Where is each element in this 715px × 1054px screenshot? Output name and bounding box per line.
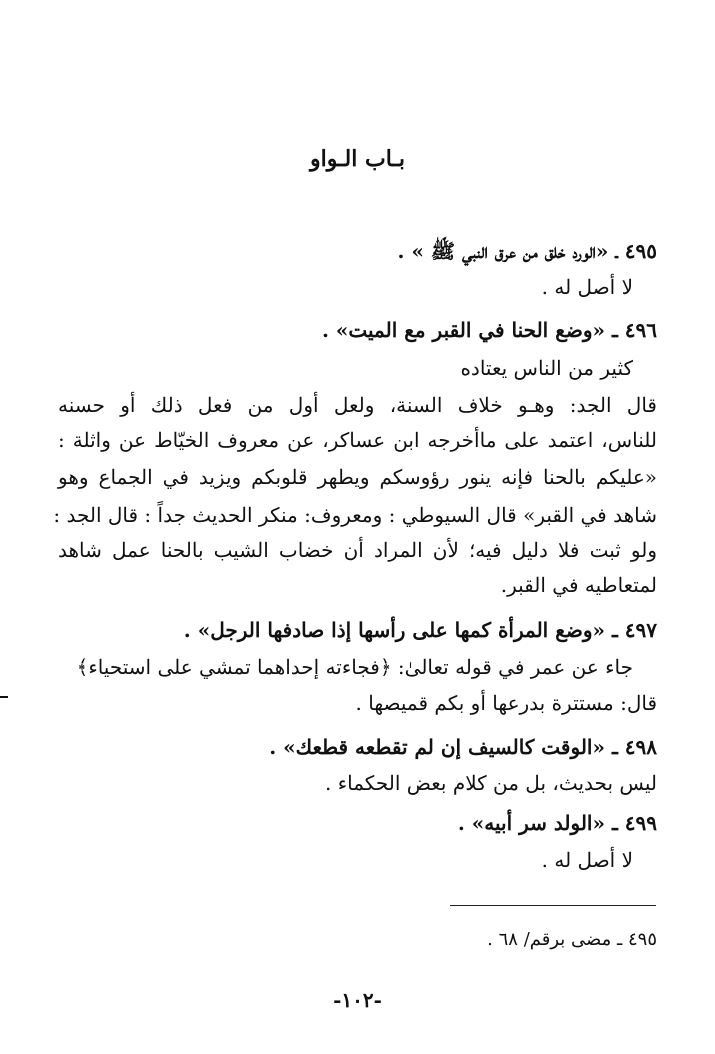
entry-496-line-7: لمتعاطيه في القبر. — [500, 573, 657, 597]
entry-497-line-2: قال: مستترة بدرعها أو بكم قميصها . — [355, 691, 657, 715]
page-number: -١٠٢- — [333, 988, 382, 1012]
entry-496-line-4: «عليكم بالحنا فإنه ينور رؤوسكم ويطهر قلوبكم ويزيد في الجماع وهو — [58, 465, 657, 489]
entry-496-heading: ٤٩٦ ـ «وضع الحنا في القبر مع الميت» . — [321, 318, 657, 342]
entry-496-line-3: للناس، اعتمد على ماأخرجه ابن عساكر، عن معروف الخيّاط عن واثلة : — [58, 428, 657, 452]
entry-496-line-5: شاهد في القبر» قال السيوطي : ومعروف: منكر الحديث جداً : قال الجد : — [53, 503, 657, 527]
entry-498-heading: ٤٩٨ ـ «الوقت كالسيف إن لم تقطعه قطعك» . — [269, 735, 657, 759]
footnote: ٤٩٥ ـ مضى برقم/ ٦٨ . — [487, 929, 657, 950]
footnote-divider — [450, 905, 656, 906]
entry-497-line-1: جاء عن عمر في قوله تعالىٰ: ﴿فجاءته إحداهما تمشي على استحياء﴾ — [76, 655, 633, 679]
margin-mark — [0, 696, 8, 698]
entry-496-line-2: قال الجد: وهـو خلاف السنة، ولعل أول من فعل ذلك أو حسنه — [58, 393, 657, 417]
entry-499-note: لا أصل له . — [541, 848, 633, 872]
chapter-title: بـاب الـواو — [309, 146, 405, 172]
entry-497-heading: ٤٩٧ ـ «وضع المرأة كمها على رأسها إذا صادفها الرجل» . — [183, 618, 657, 642]
entry-495-heading: ٤٩٥ ـ «الورد خلق من عرق النبي ﷺ » . — [397, 239, 657, 263]
entry-496-line-1: كثير من الناس يعتاده — [460, 356, 633, 380]
entry-499-heading: ٤٩٩ ـ «الولد سر أبيه» . — [457, 811, 657, 835]
entry-496-line-6: ولو ثبت فلا دليل فيه؛ لأن المراد أن خضاب الشيب بالحنا عمل شاهد — [58, 538, 657, 562]
entry-495-note: لا أصل له . — [541, 275, 633, 299]
entry-498-note: ليس بحديث، بل من كلام بعض الحكماء . — [325, 771, 657, 795]
